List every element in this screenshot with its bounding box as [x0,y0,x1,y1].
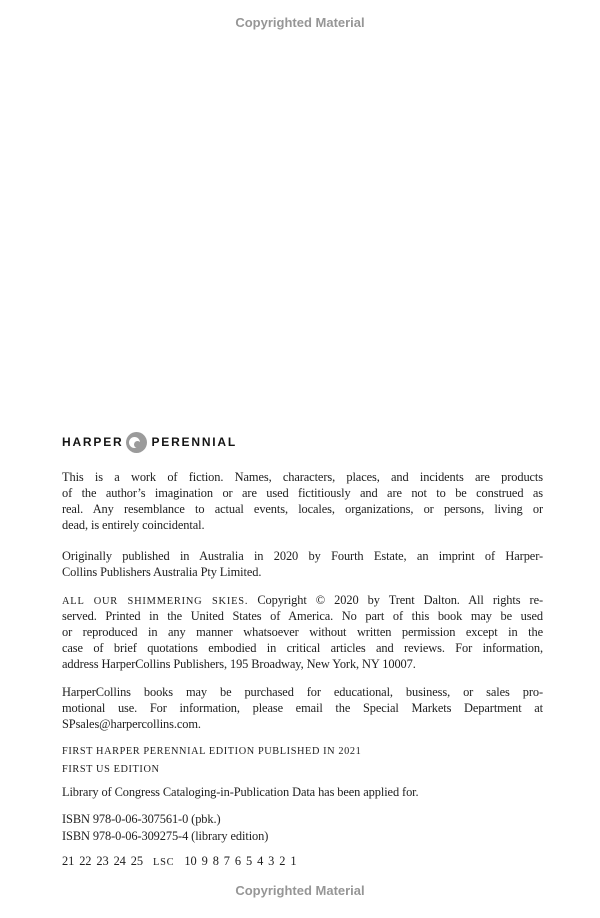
isbn-list [62,811,543,845]
harper-wordmark: HARPER [62,435,124,449]
watermark-top-label: Copyrighted Material [235,15,365,30]
fiction-disclaimer-paragraph [62,469,543,533]
text-line: dead, is entirely coincidental. [62,518,205,532]
copyright-notice-paragraph [62,592,543,672]
printer-key-line [62,853,543,869]
watermark-bottom-label: Copyrighted Material [235,883,365,898]
library-of-congress-line [62,784,543,800]
harper-perennial-logo [62,431,237,453]
edition-notice [62,743,543,779]
text-line: HarperCollins books may be purchased for educational, business, or sales pro- [62,685,543,699]
text-line: This is a work of fiction. Names, characters, places, and incidents are products [62,470,543,484]
text-line: Library of Congress Cataloging-in-Publication Data has been applied for. [62,785,419,799]
text-line: motional use. For information, please email the Special Markets Department at [62,701,543,715]
original-publication-paragraph [62,548,543,580]
text-line: case of brief quotations embodied in critical articles and reviews. For information, [62,641,543,655]
text-line: SPsales@harpercollins.com. [62,717,201,731]
text-line: Collins Publishers Australia Pty Limited. [62,565,262,579]
text-line: of the author’s imagination or are used fictitiously and are not to be construed as [62,486,543,500]
text-line: ISBN 978-0-06-309275-4 (library edition) [62,829,269,843]
flame-dot [134,441,141,448]
perennial-wordmark: PERENNIAL [151,435,238,449]
special-markets-paragraph [62,684,543,732]
text-line: real. Any resemblance to actual events, locales, organizations, or persons, living or [62,502,543,516]
text-line: served. Printed in the United States of America. No part of this book may be used [62,609,543,623]
text-line: address HarperCollins Publishers, 195 Broadway, New York, NY 10007. [62,657,416,671]
text-line: FIRST HARPER PERENNIAL EDITION PUBLISHED IN 2021 [62,746,362,757]
text-line: FIRST US EDITION [62,764,160,775]
text-line: or reproduced in any manner whatsoever without written permission except in the [62,625,543,639]
text-line: ISBN 978-0-06-307561-0 (pbk.) [62,812,221,826]
text-line: Originally published in Australia in 2020 by Fourth Estate, an imprint of Harper- [62,549,543,563]
text-line: 21 22 23 24 25 LSC 10 9 8 7 6 5 4 3 2 1 [62,854,297,868]
text-line: ALL OUR SHIMMERING SKIES. Copyright © 2020 by Trent Dalton. All rights re- [62,593,543,607]
harper-flame-icon [126,432,147,453]
